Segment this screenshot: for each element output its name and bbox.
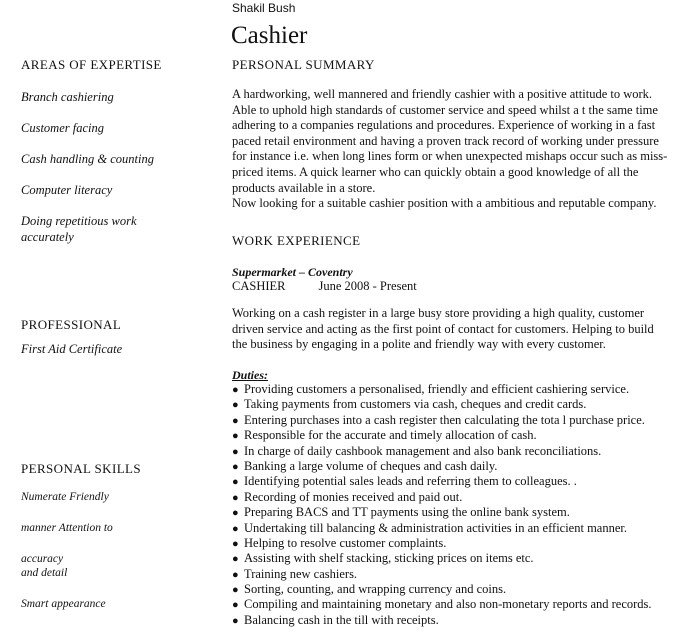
duty-text: Identifying potential sales leads and referring them to colleagues. .: [244, 474, 577, 489]
duty-item: [232, 413, 652, 428]
bullet-icon: ●: [232, 491, 239, 504]
job-line: [232, 279, 417, 294]
work-experience-heading: WORK EXPERIENCE: [232, 233, 361, 248]
bullet-icon: ●: [232, 568, 239, 581]
duty-item: [232, 582, 652, 597]
duties-list: [232, 382, 652, 628]
bullet-icon: ●: [232, 507, 239, 520]
candidate-name: Shakil Bush: [232, 1, 296, 15]
duty-item: [232, 613, 652, 628]
duty-item: [232, 505, 652, 520]
bullet-icon: ●: [232, 414, 239, 427]
duty-text: Recording of monies received and paid out.: [244, 489, 463, 504]
expertise-item: Customer facing: [21, 121, 104, 135]
duty-item: [232, 490, 652, 505]
page-title: Cashier: [231, 22, 308, 49]
duty-item: [232, 536, 652, 551]
summary-text: A hardworking, well mannered and friendly cashier with a positive attitude to work. Able to uphold high standards of customer service and speed whilst a t the same time adhering to a companies regulations and procedures. Experience of working in a fast paced retail environment and having a proven track record of working under pressure for instance i.e. when long lines form or when unexpected mishaps occur such as miss-priced items. A quick learner who can quickly obtain a good knowledge of all the products available in a store.: [232, 87, 668, 195]
bullet-icon: ●: [232, 476, 239, 489]
personal-summary-heading: PERSONAL SUMMARY: [232, 57, 375, 72]
duties-heading: Duties:: [232, 368, 268, 382]
duty-item: [232, 551, 652, 566]
bullet-icon: ●: [232, 553, 239, 566]
skill-item: accuracy and detail: [21, 553, 68, 579]
expertise-item: Cash handling & counting: [21, 152, 154, 166]
skill-item: Smart appearance: [21, 598, 106, 610]
professional-item: First Aid Certificate: [21, 342, 123, 356]
duty-item: [232, 567, 652, 582]
bullet-icon: ●: [232, 384, 239, 396]
job-role: CASHIER: [232, 279, 286, 293]
duty-text: Balancing cash in the till with receipts.: [244, 612, 439, 627]
duty-item: [232, 444, 652, 459]
areas-of-expertise-heading: AREAS OF EXPERTISE: [21, 57, 162, 72]
bullet-icon: ●: [232, 445, 239, 458]
bullet-icon: ●: [232, 460, 239, 473]
duty-text: Undertaking till balancing & administration activities in an efficient manner.: [244, 520, 627, 535]
duty-text: In charge of daily cashbook management and also bank reconciliations.: [244, 443, 602, 458]
bullet-icon: ●: [232, 584, 239, 597]
duty-text: Providing customers a personalised, friendly and efficient cashiering service.: [244, 382, 630, 396]
professional-heading: PROFESSIONAL: [21, 317, 122, 332]
duty-text: Responsible for the accurate and timely allocation of cash.: [244, 428, 537, 443]
summary-paragraph: [232, 87, 672, 212]
job-dates: June 2008 - Present: [318, 279, 417, 293]
skill-item: manner Attention to: [21, 522, 113, 534]
bullet-icon: ●: [232, 614, 239, 627]
expertise-item: Branch cashiering: [21, 90, 114, 104]
duty-text: Banking a large volume of cheques and cash daily.: [244, 458, 498, 473]
duty-text: Helping to resolve customer complaints.: [244, 535, 447, 550]
summary-looking-text: Now looking for a suitable cashier position with a ambitious and reputable company.: [232, 196, 657, 211]
duty-text: Preparing BACS and TT payments using the online bank system.: [244, 505, 570, 520]
duty-item: [232, 382, 652, 397]
bullet-icon: ●: [232, 599, 239, 612]
skill-item: Numerate Friendly: [21, 491, 109, 503]
duty-text: Sorting, counting, and wrapping currency and coins.: [244, 582, 507, 597]
bullet-icon: ●: [232, 537, 239, 550]
duty-text: Compiling and maintaining monetary and also non-monetary reports and records.: [244, 597, 652, 612]
duty-text: Assisting with shelf stacking, sticking prices on items etc.: [244, 551, 534, 566]
expertise-item: Doing repetitious work accurately: [21, 214, 137, 244]
personal-skills-heading: PERSONAL SKILLS: [21, 461, 142, 476]
employer: Supermarket – Coventry: [232, 265, 353, 279]
duty-item: [232, 474, 652, 489]
bullet-icon: ●: [232, 399, 239, 412]
bullet-icon: ●: [232, 430, 239, 443]
duty-item: [232, 428, 652, 443]
job-description: Working on a cash register in a large busy store providing a high quality, customer driven service and acting as the first point of contact for customers. Helping to build the business by engaging in a polite and friendly way with every customer.: [232, 306, 654, 352]
duty-item: [232, 521, 652, 536]
duty-text: Taking payments from customers via cash, cheques and credit cards.: [244, 397, 587, 412]
duty-text: Training new cashiers.: [244, 566, 358, 581]
duty-text: Entering purchases into a cash register then calculating the tota l purchase price.: [244, 412, 645, 427]
bullet-icon: ●: [232, 522, 239, 535]
expertise-item: Computer literacy: [21, 183, 113, 197]
duty-item: [232, 397, 652, 412]
duty-item: [232, 597, 652, 612]
duty-item: [232, 459, 652, 474]
